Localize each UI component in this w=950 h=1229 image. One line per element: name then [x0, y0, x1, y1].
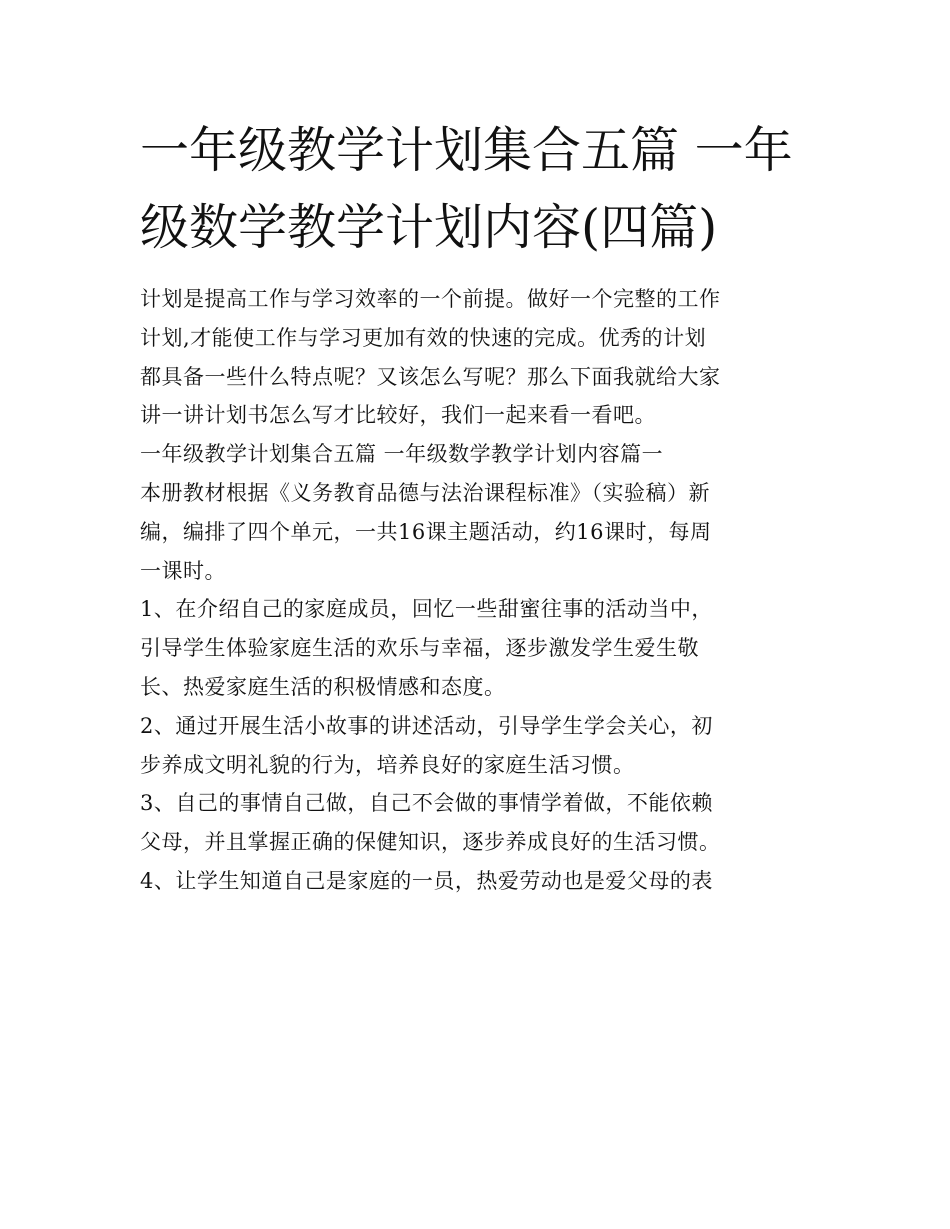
intro-line: 讲一讲计划书怎么写才比较好，我们一起来看一看吧。 [140, 403, 656, 428]
list-item-line: 父母，并且掌握正确的保健知识，逐步养成良好的生活习惯。 [140, 830, 721, 855]
list-item-line: 3、自己的事情自己做，自己不会做的事情学着做，不能依赖 [140, 791, 713, 816]
list-item-line: 1、在介绍自己的家庭成员，回忆一些甜蜜往事的活动当中， [140, 597, 713, 622]
list-item-line: 4、让学生知道自己是家庭的一员，热爱劳动也是爱父母的表 [140, 868, 713, 893]
list-item-line: 步养成文明礼貌的行为，培养良好的家庭生活习惯。 [140, 752, 635, 777]
paragraph-line: 一课时。 [140, 558, 226, 583]
paragraph-line: 编，编排了四个单元，一共16课主题活动，约16课时，每周 [140, 519, 712, 544]
title-line: 级数学教学计划内容(四篇) [140, 199, 718, 256]
document-body [140, 280, 820, 901]
intro-line: 计划是提高工作与学习效率的一个前提。做好一个完整的工作 [140, 287, 721, 311]
title-line: 一年级教学计划集合五篇 一年 [140, 122, 793, 179]
intro-line: 都具备一些什么特点呢？又该怎么写呢？那么下面我就给大家 [140, 364, 721, 389]
list-item-line: 长、热爱家庭生活的积极情感和态度。 [140, 674, 506, 699]
list-item-line: 引导学生体验家庭生活的欢乐与幸福，逐步激发学生爱生敬 [140, 636, 699, 661]
list-item-line: 2、通过开展生活小故事的讲述活动，引导学生学会关心，初 [140, 713, 713, 738]
paragraph-line: 本册教材根据《义务教育品德与法治课程标准》（实验稿）新 [140, 480, 710, 505]
section-heading: 一年级教学计划集合五篇 一年级数学教学计划内容篇一 [140, 442, 664, 467]
intro-line: 计划,才能使工作与学习更加有效的快速的完成。优秀的计划 [140, 325, 707, 350]
document-title [140, 112, 820, 266]
